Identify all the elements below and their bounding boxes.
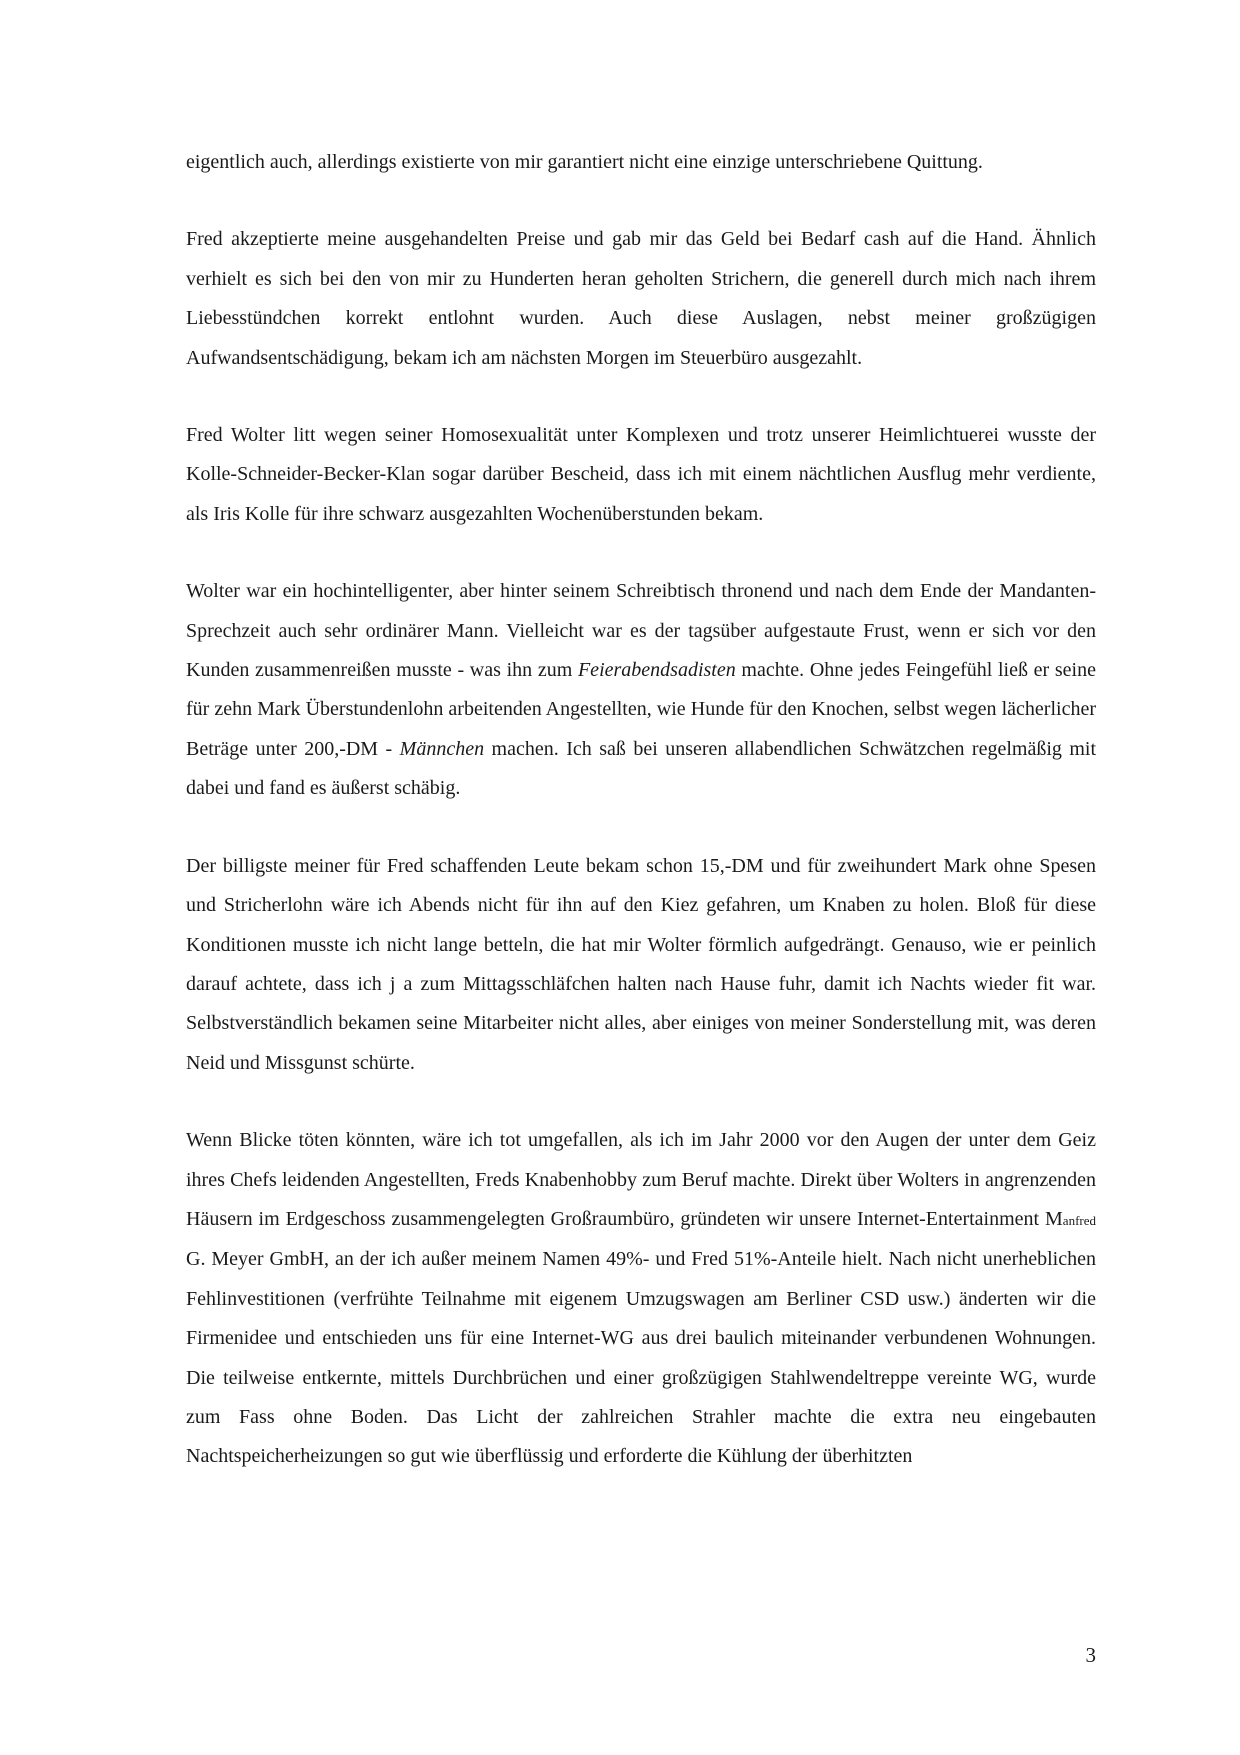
paragraph-text: Wolter war ein hochintelligenter, aber hinter seinem Schreibtisch thronend und nach dem Ende der Mandanten-Sprechzeit auch sehr ordinärer Mann. Vielleicht war es der tagsüber aufgestaute Frust, wenn er sich vor den Kunden zusammenreißen musste - was ihn zum (186, 580, 1096, 682)
paragraph-text: Fred akzeptierte meine ausgehandelten Preise und gab mir das Geld bei Bedarf cash auf die Hand. Ähnlich verhielt es sich bei den von mir zu Hunderten heran geholten Strichern, die generell durch mich nach ihrem Liebesstündchen korrekt entlohnt wurden. Auch diese Auslagen, nebst meiner großzügigen Aufwandsentschädigung, bekam ich am nächsten Morgen im Steuerbüro ausgezahlt. (186, 228, 1096, 369)
paragraph-text: eigentlich auch, allerdings existierte von mir garantiert nicht eine einzige unterschriebene Quittung. (186, 151, 983, 173)
paragraph-text: G. Meyer GmbH, an der ich außer meinem Namen 49%- und Fred 51%-Anteile hielt. Nach nicht unerheblichen Fehlinvestitionen (verfrühte Teilnahme mit eigenem Umzugswagen am Berliner CSD usw.) änderten wir die Firmenidee und entschieden uns für eine Internet-WG aus drei baulich miteinander verbundenen Wohnungen. Die teilweise entkernte, mittels Durchbrüchen und einer großzügigen Stahlwendeltreppe vereinte WG, wurde zum Fass ohne Boden. Das Licht der zahlreichen Strahler machte die extra neu eingebauten Nachtspeicherheizungen so gut wie überflüssig und erforderte die Kühlung der überhitzten (186, 1248, 1096, 1468)
document-page (186, 143, 1096, 1515)
paragraph-5 (186, 847, 1096, 1083)
small-text: anfred (1062, 1212, 1096, 1228)
page-number: 3 (1085, 1643, 1096, 1667)
paragraph-3 (186, 416, 1096, 534)
paragraph-text: Fred Wolter litt wegen seiner Homosexualität unter Komplexen und trotz unserer Heimlichtuerei wusste der Kolle-Schneider-Becker-Klan sogar darüber Bescheid, dass ich mit einem nächtlichen Ausflug mehr verdiente, als Iris Kolle für ihre schwarz ausgezahlten Wochenüberstunden bekam. (186, 424, 1096, 525)
paragraph-6 (186, 1121, 1096, 1477)
paragraph-text: Der billigste meiner für Fred schaffenden Leute bekam schon 15,-DM und für zweihundert Mark ohne Spesen und Stricherlohn wäre ich Abends nicht für ihn auf den Kiez gefahren, um Knaben zu holen. Bloß für diese Konditionen musste ich nicht lange betteln, die hat mir Wolter förmlich aufgedrängt. Genauso, wie er peinlich darauf achtete, dass ich j a zum Mittagsschläfchen halten nach Hause fuhr, damit ich Nachts wieder fit war. Selbstverständlich bekamen seine Mitarbeiter nicht alles, aber einiges von meiner Sonderstellung mit, was deren Neid und Missgunst schürte. (186, 854, 1096, 1074)
paragraph-1 (186, 143, 1096, 182)
paragraph-text: machte. Ohne jedes Feingefühl ließ er seine für zehn Mark Überstundenlohn arbeitenden Angestellten, wie Hunde für den Knochen, selbst wegen lächerlicher Beträge unter 200,-DM - (186, 659, 1096, 760)
italic-term: Feierabendsadisten (577, 659, 736, 682)
paragraph-4 (186, 572, 1096, 808)
paragraph-text: Wenn Blicke töten könnten, wäre ich tot umgefallen, als ich im Jahr 2000 vor den Augen der unter dem Geiz ihres Chefs leidenden Angestellten, Freds Knabenhobby zum Beruf machte. Direkt über Wolters in angrenzenden Häusern im Erdgeschoss zusammengelegten Großraumbüro, gründeten wir unsere Internet-Entertainment M (186, 1129, 1096, 1230)
italic-term: Männchen (399, 737, 485, 760)
paragraph-2 (186, 220, 1096, 378)
paragraph-text: machen. Ich saß bei unseren allabendlichen Schwätzchen regelmäßig mit dabei und fand es äußerst schäbig. (186, 737, 1097, 800)
